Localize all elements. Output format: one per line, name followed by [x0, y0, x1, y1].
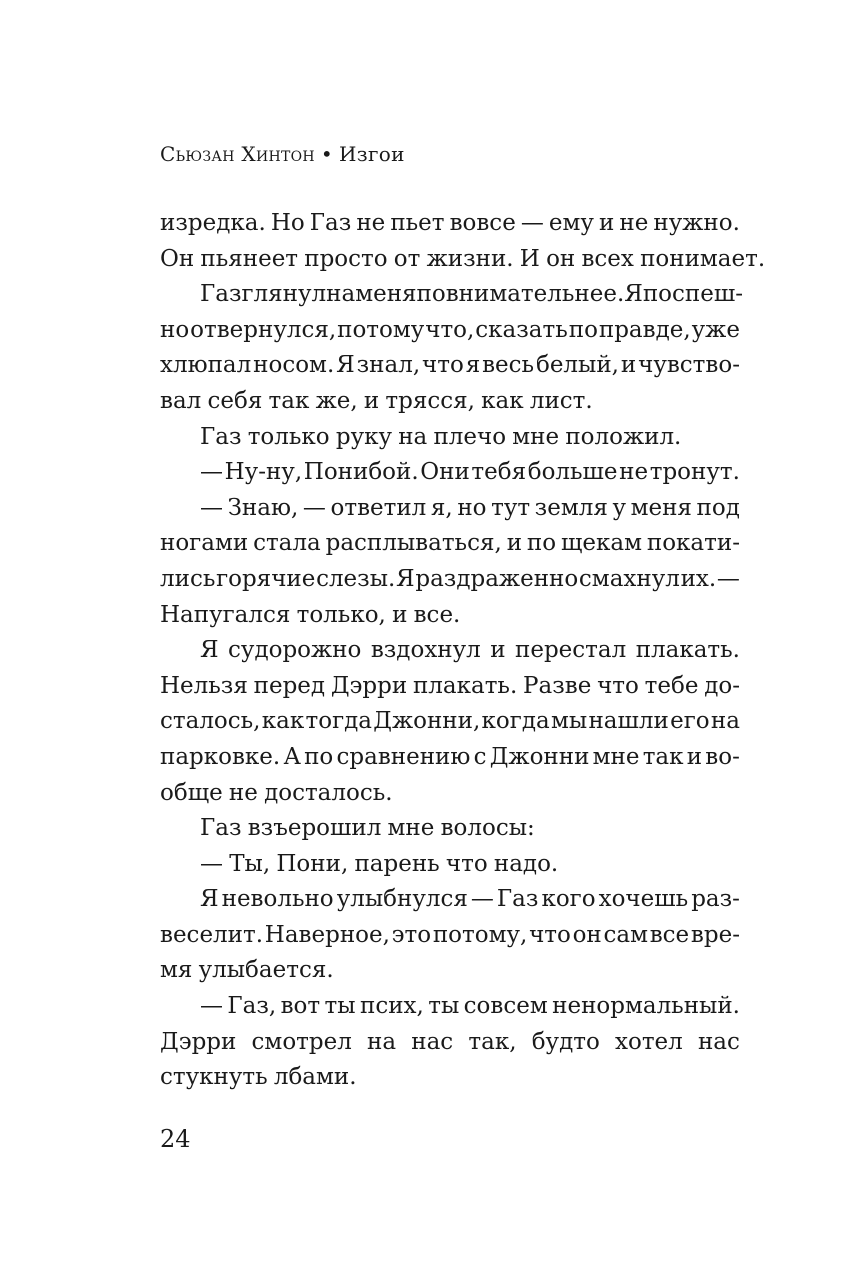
word: до-	[704, 672, 740, 699]
word: на	[710, 708, 740, 735]
word: сталось,	[160, 708, 261, 735]
word: Нельзя	[160, 672, 248, 699]
word: —	[520, 210, 544, 236]
word: и	[506, 530, 523, 557]
word: будто	[531, 1028, 600, 1055]
word: смахнул	[578, 565, 680, 592]
word: же,	[315, 387, 358, 414]
word: Газ	[496, 886, 539, 913]
word: я,	[430, 494, 453, 521]
word: Разве	[523, 672, 592, 699]
text-line	[160, 384, 740, 420]
word: Газ	[309, 210, 352, 236]
word: глянул	[241, 281, 327, 308]
running-head-separator: •	[320, 142, 334, 166]
word: перед	[253, 672, 326, 699]
word: всех	[581, 245, 634, 272]
text-line	[160, 206, 740, 242]
word: лист.	[529, 387, 593, 414]
word: с	[473, 743, 487, 770]
word: не	[228, 779, 258, 806]
word: руку	[335, 423, 393, 450]
word: вовсе	[449, 210, 516, 236]
word: весь	[482, 352, 535, 379]
word: Дэрри	[330, 672, 408, 699]
word: хотел	[615, 1028, 683, 1055]
word: все.	[413, 601, 461, 628]
text-line	[160, 953, 740, 989]
word: улыбнулся	[336, 886, 468, 913]
word: А	[283, 743, 301, 770]
word: сам	[603, 921, 648, 948]
word: Понибой.	[303, 459, 419, 486]
word: изредка.	[160, 210, 266, 236]
word: невольно	[221, 886, 334, 913]
running-head-title: Изгои	[339, 142, 405, 166]
word: так	[268, 387, 310, 414]
word: стала	[253, 530, 321, 557]
running-head-author: Сьюзан Хинтон	[160, 142, 315, 166]
text-line	[160, 847, 740, 883]
word: их.	[680, 565, 717, 592]
word: меня	[355, 281, 417, 308]
text-line	[160, 491, 740, 527]
word: чувство-	[638, 352, 740, 379]
word: по	[568, 316, 598, 343]
text-line	[160, 1025, 740, 1061]
text-line	[160, 277, 743, 313]
word: Знаю,	[227, 494, 299, 521]
word: Джонни,	[373, 708, 481, 735]
word: себя	[207, 387, 263, 414]
word: и	[686, 743, 703, 770]
word: Я	[336, 352, 355, 379]
word: понимает.	[640, 245, 766, 272]
text-line	[160, 776, 740, 812]
word: ответил	[330, 494, 427, 521]
text-line	[160, 740, 740, 776]
word: —	[470, 886, 494, 913]
word: Я	[200, 886, 219, 913]
word: тебе	[644, 672, 699, 699]
word: парковке.	[160, 743, 281, 770]
word: только	[247, 423, 330, 450]
word: волосы:	[440, 815, 535, 842]
word: носом.	[253, 352, 335, 379]
word: —	[716, 565, 740, 592]
word: что	[529, 921, 571, 948]
word: сказать	[475, 316, 568, 343]
word: щекам	[561, 530, 642, 557]
word: раз-	[691, 886, 740, 913]
text-line	[160, 704, 740, 740]
word: плакать.	[412, 672, 518, 699]
word: знал,	[356, 352, 421, 379]
word: плакать.	[635, 637, 740, 664]
word: обще	[160, 779, 223, 806]
text-line	[160, 633, 740, 669]
word: пьянеет	[200, 245, 299, 272]
word: и	[620, 352, 637, 379]
word: мне	[592, 743, 640, 770]
word: слезы.	[316, 565, 396, 592]
body-text	[160, 206, 766, 1096]
word: —	[200, 459, 223, 486]
word: и	[490, 637, 506, 664]
word: не	[356, 210, 386, 236]
word: как	[481, 387, 524, 414]
word: судорожно	[228, 637, 362, 664]
word: раздраженно	[415, 565, 579, 592]
word: ты	[324, 993, 356, 1020]
word: так,	[468, 1028, 517, 1055]
word: Напугался	[160, 601, 291, 628]
word: хочешь	[598, 886, 689, 913]
word: нужно.	[653, 210, 740, 236]
word: стукнуть	[160, 1064, 268, 1091]
word: только,	[296, 601, 386, 628]
word: Я	[624, 281, 643, 308]
word: что	[445, 850, 488, 877]
word: по	[304, 743, 334, 770]
word: сравнению	[336, 743, 471, 770]
word: —	[302, 494, 326, 521]
word: что	[422, 352, 464, 379]
text-line	[160, 989, 740, 1025]
text-line	[160, 420, 740, 456]
word: вал	[160, 387, 202, 414]
word: когда	[481, 708, 550, 735]
word: надо.	[493, 850, 559, 877]
word: Наверное,	[264, 921, 390, 948]
word: на	[326, 281, 356, 308]
word: —	[200, 494, 223, 521]
word: кого	[541, 886, 596, 913]
page-number: 24	[160, 1125, 191, 1153]
word: Газ	[200, 423, 242, 450]
word: ему	[548, 210, 594, 236]
word: поспеш-	[642, 281, 743, 308]
word: Газ	[200, 815, 242, 842]
word: Они	[420, 459, 470, 486]
word: вздохнул	[370, 637, 481, 664]
word: тут	[491, 494, 531, 521]
word: на	[398, 423, 428, 450]
word: он	[572, 921, 602, 948]
word: парень	[354, 850, 440, 877]
word: отвернулся,	[190, 316, 337, 343]
word: у	[612, 494, 626, 521]
word: что	[597, 672, 639, 699]
word: лбами.	[273, 1064, 357, 1091]
word: ты	[428, 993, 460, 1020]
word: и	[363, 387, 380, 414]
word: как	[261, 708, 305, 735]
word: И	[519, 245, 540, 272]
word: плечо	[433, 423, 507, 450]
word: все	[649, 921, 690, 948]
word: Дэрри	[160, 1028, 237, 1055]
word: просто	[304, 245, 388, 272]
word: его	[670, 708, 710, 735]
word: тогда	[305, 708, 372, 735]
word: —	[200, 993, 223, 1020]
word: мне	[512, 423, 560, 450]
word: Газ	[200, 281, 242, 308]
word: повнимательнее.	[416, 281, 625, 308]
text-line	[160, 669, 740, 705]
word: жизни.	[426, 245, 514, 272]
word: псих,	[359, 993, 424, 1020]
word: мя	[160, 957, 193, 984]
word: не	[619, 210, 649, 236]
word: Джонни	[489, 743, 590, 770]
word: что,	[425, 316, 475, 343]
word: покати-	[646, 530, 740, 557]
word: взъерошил	[247, 815, 382, 842]
word: и	[599, 210, 615, 236]
word: земля	[534, 494, 608, 521]
word: мне	[387, 815, 435, 842]
word: мы	[550, 708, 588, 735]
text-line	[160, 882, 740, 918]
word: совсем	[463, 993, 548, 1020]
text-line	[160, 313, 740, 349]
text-line	[160, 1060, 740, 1096]
word: пьет	[390, 210, 445, 236]
text-line	[160, 562, 740, 598]
running-head	[160, 142, 405, 166]
word: так	[642, 743, 684, 770]
text-line	[160, 918, 740, 954]
word: Ну-ну,	[224, 459, 303, 486]
word: больше	[527, 459, 618, 486]
word: белый,	[535, 352, 619, 379]
word: Я	[396, 565, 415, 592]
word: Но	[270, 210, 305, 236]
word: от	[393, 245, 421, 272]
word: Он	[160, 245, 195, 272]
word: Пони,	[276, 850, 349, 877]
word: по	[526, 530, 557, 557]
word: под	[696, 494, 740, 521]
word: Я	[200, 637, 219, 664]
word: потому	[337, 316, 425, 343]
word: но	[160, 316, 190, 343]
word: правде,	[598, 316, 691, 343]
word: нашли	[588, 708, 669, 735]
word: улыбается.	[198, 957, 334, 984]
word: смотрел	[251, 1028, 352, 1055]
text-line	[160, 348, 740, 384]
word: положил.	[565, 423, 682, 450]
word: тронут.	[649, 459, 740, 486]
word: на	[367, 1028, 397, 1055]
text-line	[160, 242, 766, 278]
word: горячие	[216, 565, 316, 592]
word: веселит.	[160, 921, 264, 948]
word: досталось.	[264, 779, 393, 806]
text-line	[160, 455, 740, 491]
word: вот	[280, 993, 321, 1020]
word: нас	[411, 1028, 454, 1055]
word: я	[465, 352, 481, 379]
word: —	[200, 850, 223, 877]
word: это	[391, 921, 432, 948]
word: хлюпал	[160, 352, 252, 379]
word: расплываться,	[325, 530, 502, 557]
text-line	[160, 526, 740, 562]
word: он	[546, 245, 576, 272]
word: тебя	[471, 459, 527, 486]
word: перестал	[515, 637, 627, 664]
word: Газ,	[227, 993, 277, 1020]
word: потому,	[432, 921, 528, 948]
word: лись	[160, 565, 216, 592]
word: трясся,	[385, 387, 475, 414]
word: ненормальный.	[552, 993, 740, 1020]
word: не	[619, 459, 649, 486]
word: вре-	[690, 921, 740, 948]
text-line	[160, 811, 740, 847]
word: и	[392, 601, 408, 628]
word: Ты,	[229, 850, 271, 877]
word: меня	[630, 494, 692, 521]
word: нас	[697, 1028, 740, 1055]
text-line	[160, 598, 740, 634]
word: во-	[705, 743, 740, 770]
word: уже	[691, 316, 740, 343]
word: но	[457, 494, 487, 521]
word: ногами	[160, 530, 249, 557]
